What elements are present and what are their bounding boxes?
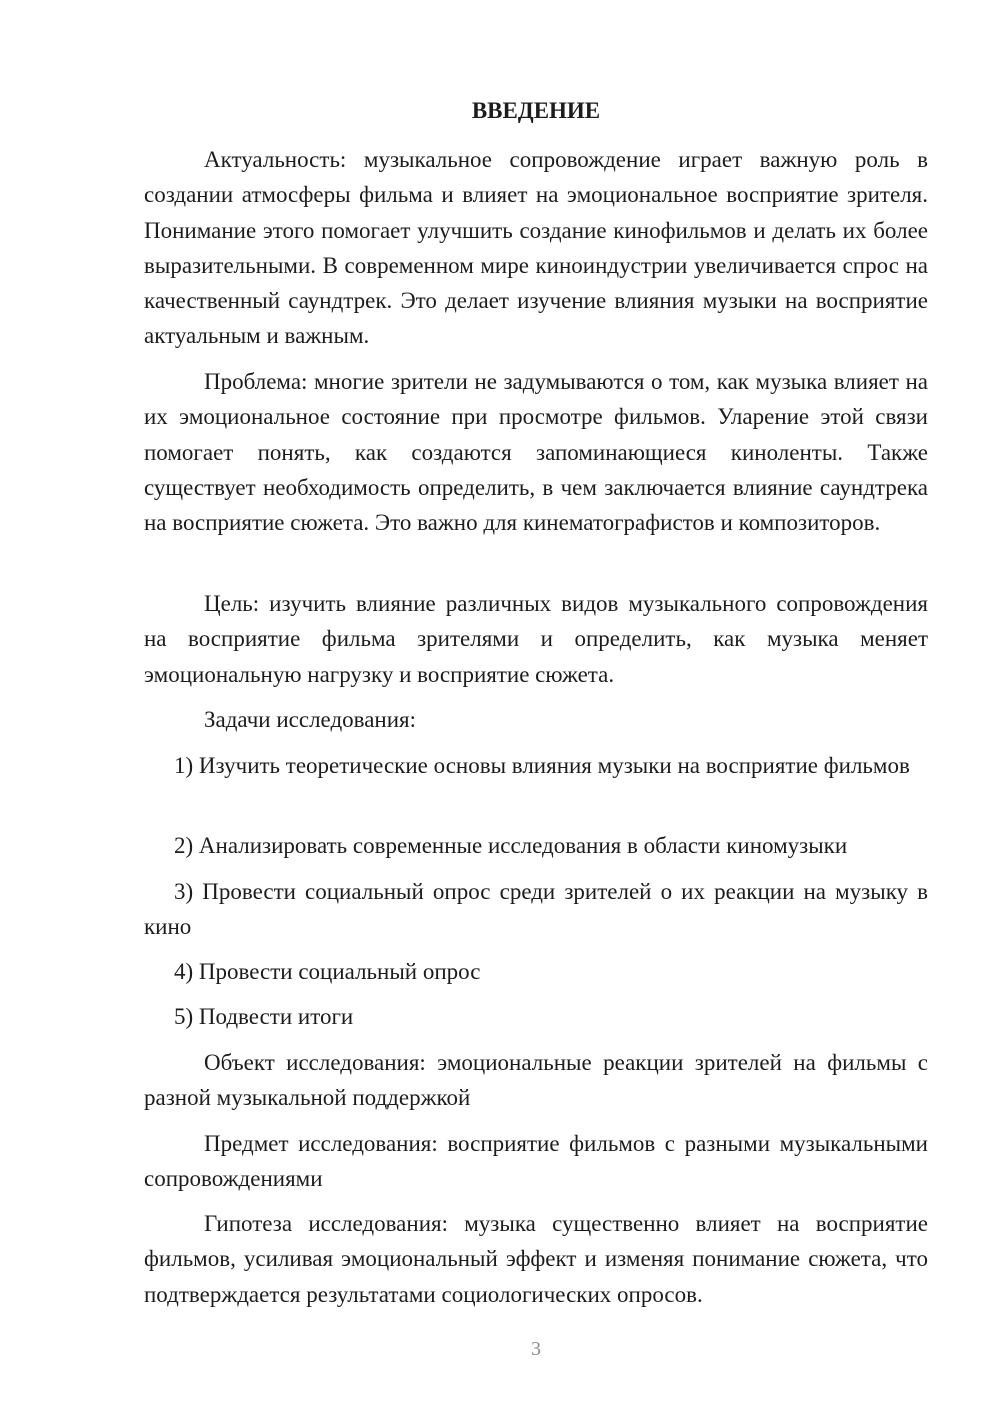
section-title: ВВЕДЕНИЕ [471,98,601,123]
task-item-1: 1) Изучить теоретические основы влияния музыки на восприятие фильмов [174,753,910,778]
paragraph-tasks-heading: Задачи исследования: [204,707,417,732]
document-page [144,0,928,1414]
task-item-2: 2) Анализировать современные исследования в области киномузыки [174,833,848,858]
paragraph-subject: Предмет исследования: восприятие фильмов с разными музыкальными сопровождениями [144,1131,928,1192]
page-number: 3 [531,1338,541,1360]
paragraph-problem: Проблема: многие зрители не задумываются о том, как музыка влияет на их эмоциональное состояние при просмотре фильмов. Уларение этой связи помогает понять, как создаются запоминающиеся киноленты. Также существует необходимость определить, в чем заключается влияние саундтрека на восприятие сюжета. Это важно для кинематографистов и композиторов. [144,369,928,536]
task-item-4: 4) Провести социальный опрос [174,959,481,984]
task-item-5: 5) Подвести итоги [174,1004,354,1029]
paragraph-object: Объект исследования: эмоциональные реакции зрителей на фильмы с разной музыкальной поддержкой [144,1050,928,1111]
task-item-3: 3) Провести социальный опрос среди зрителей о их реакции на музыку в кино [144,879,928,940]
paragraph-hypothesis: Гипотеза исследования: музыка существенно влияет на восприятие фильмов, усиливая эмоциональный эффект и изменяя понимание сюжета, что подтверждается результатами социологических опросов. [144,1211,928,1307]
paragraph-goal: Цель: изучить влияние различных видов музыкального сопровождения на восприятие фильма зрителями и определить, как музыка меняет эмоциональную нагрузку и восприятие сюжета. [144,591,928,687]
paragraph-relevance: Актуальность: музыкальное сопровождение играет важную роль в создании атмосферы фильма и влияет на эмоциональное восприятие зрителя. Понимание этого помогает улучшить создание кинофильмов и делать их более выразительными. В современном мире киноиндустрии увеличивается спрос на качественный саундтрек. Это делает изучение влияния музыки на восприятие актуальным и важным. [144,147,928,349]
